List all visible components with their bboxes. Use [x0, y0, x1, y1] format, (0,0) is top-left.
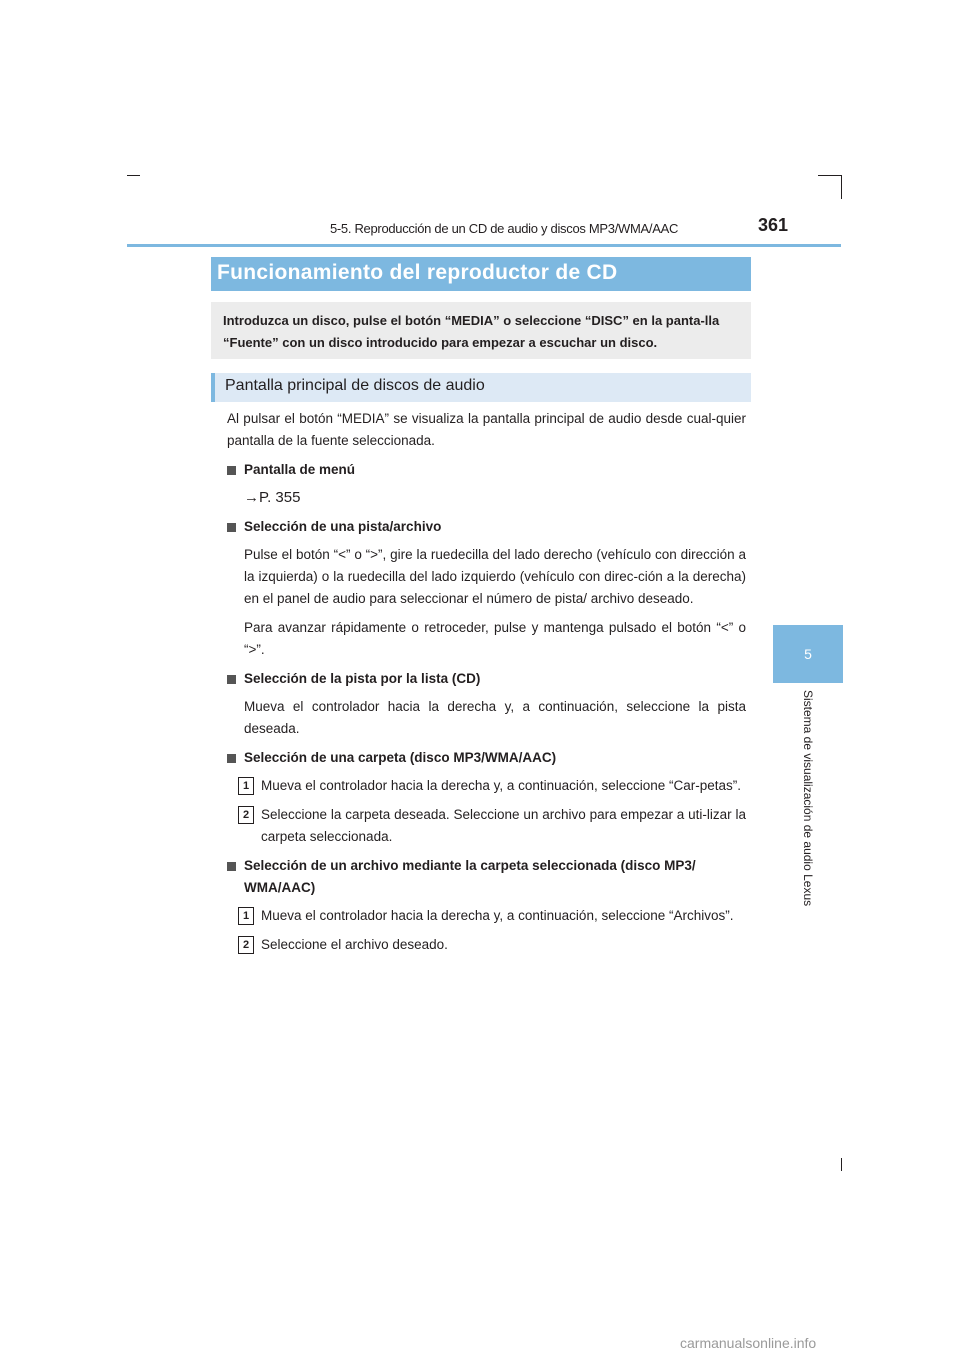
crop-mark	[841, 175, 842, 199]
subheading: Pantalla principal de discos de audio	[211, 373, 751, 402]
watermark: carmanualsonline.info	[680, 1335, 817, 1351]
step-number: 2	[238, 806, 254, 824]
paragraph: Pulse el botón “<” o “>”, gire la ruedecilla del lado derecho (vehículo con dirección a la izquierda) o la ruedecilla del lado izquierdo (vehículo con direc-ción a la derecha) en el panel de audio para seleccionar el número de pista/ archivo deseado.	[244, 547, 746, 606]
step-text: Mueva el controlador hacia la derecha y, a continuación, seleccione “Car-petas”.	[261, 778, 742, 793]
bullet-heading	[227, 459, 746, 481]
bullet-heading	[227, 516, 746, 538]
heading-text: Pantalla de menú	[244, 462, 356, 477]
crop-mark	[818, 175, 842, 176]
page-reference: →P. 355	[244, 489, 301, 506]
step-text: Seleccione la carpeta deseada. Seleccione un archivo para empezar a uti-lizar la carpeta seleccionada.	[261, 807, 746, 844]
step-number: 1	[238, 777, 254, 795]
page-title: Funcionamiento del reproductor de CD	[211, 257, 751, 291]
step-text: Mueva el controlador hacia la derecha y, a continuación, seleccione “Archivos”.	[261, 908, 734, 923]
paragraph: Mueva el controlador hacia la derecha y, a continuación, seleccione la pista deseada.	[244, 699, 746, 736]
bullet-heading	[227, 668, 746, 690]
header-rule	[127, 244, 841, 247]
step-number: 2	[238, 936, 254, 954]
step-item	[244, 804, 746, 848]
crop-mark	[127, 175, 140, 176]
heading-text: Selección de la pista por la lista (CD)	[244, 671, 481, 686]
bullet-heading	[227, 747, 746, 769]
intro-box	[211, 302, 751, 359]
bullet-square-icon	[227, 466, 236, 475]
heading-text: Selección de una carpeta (disco MP3/WMA/AAC)	[244, 750, 557, 765]
step-item	[244, 775, 746, 797]
bullet-square-icon	[227, 675, 236, 684]
bullet-square-icon	[227, 523, 236, 532]
step-text: Seleccione el archivo deseado.	[261, 937, 448, 952]
chapter-number: 5	[804, 646, 812, 662]
main-content	[227, 408, 746, 963]
heading-text: Selección de una pista/archivo	[244, 519, 442, 534]
bullet-square-icon	[227, 754, 236, 763]
step-number: 1	[238, 907, 254, 925]
body-intro: Al pulsar el botón “MEDIA” se visualiza la pantalla principal de audio desde cual-quier pantalla de la fuente seleccionada.	[227, 411, 746, 448]
chapter-label: Sistema de visualización de audio Lexus	[801, 690, 815, 907]
step-item	[244, 905, 746, 927]
paragraph: Para avanzar rápidamente o retroceder, pulse y mantenga pulsado el botón “<” o “>”.	[244, 620, 746, 657]
crop-mark	[841, 1158, 842, 1171]
intro-text: Introduzca un disco, pulse el botón “MEDIA” o seleccione “DISC” en la panta-lla “Fuente” con un disco introducido para empezar a escuchar un disco.	[223, 313, 720, 350]
page-number: 361	[757, 215, 788, 235]
bullet-heading	[227, 855, 746, 899]
bullet-square-icon	[227, 862, 236, 871]
section-header: 5-5. Reproducción de un CD de audio y discos MP3/WMA/AAC	[329, 221, 679, 236]
chapter-tab	[773, 625, 843, 683]
heading-text: Selección de un archivo mediante la carpeta seleccionada (disco MP3/ WMA/AAC)	[244, 858, 696, 895]
step-item	[244, 934, 746, 956]
